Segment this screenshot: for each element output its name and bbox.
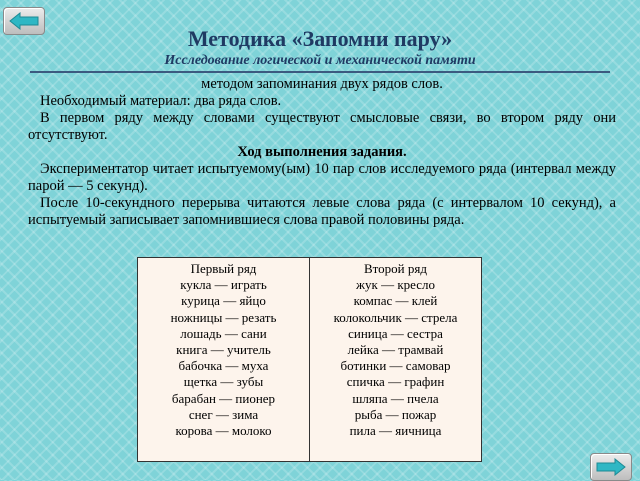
rows-paragraph: В первом ряду между словами существуют смысловые связи, во втором ряду они отсутствуют.	[28, 110, 616, 143]
word-pair: бабочка — муха	[178, 358, 269, 374]
step1-paragraph: Экспериментатор читает испытуемому(ым) 10 пар слов исследуемого ряда (интервал между парой — 5 секунд).	[28, 161, 616, 194]
second-row-column	[309, 258, 481, 461]
material-paragraph: Необходимый материал: два ряда слов.	[40, 93, 282, 109]
first-row-header: Первый ряд	[190, 261, 257, 276]
word-pair: кукла — играть	[180, 277, 267, 293]
word-pair: рыба — пожар	[354, 406, 437, 422]
word-pair: колокольчик — стрела	[333, 309, 458, 325]
word-pair: щетка — зубы	[183, 374, 264, 390]
second-row-header: Второй ряд	[364, 261, 427, 276]
arrow-right-icon	[596, 458, 626, 476]
word-pair: пила — яичница	[349, 423, 442, 439]
method-line: методом запоминания двух рядов слов.	[201, 76, 443, 92]
word-pair: ножницы — резать	[170, 309, 277, 325]
word-pairs-table	[137, 257, 482, 462]
word-pair: курица — яйцо	[181, 293, 266, 309]
title-divider	[30, 71, 610, 73]
word-pair: книга — учитель	[176, 342, 271, 358]
page-subtitle: Исследование логической и механической памяти	[164, 53, 476, 68]
step2-paragraph: После 10-секундного перерыва читаются левые слова ряда (с интервалом 10 секунд), а испытуемый записывает запомнившиеся слова правой половины ряда.	[28, 195, 616, 228]
word-pair: ботинки — самовар	[340, 358, 451, 374]
word-pair: жук — кресло	[356, 277, 435, 293]
word-pair: корова — молоко	[175, 423, 272, 439]
description-text	[28, 76, 616, 229]
word-pair: лошадь — сани	[180, 325, 267, 341]
word-pair: барабан — пионер	[171, 390, 276, 406]
first-row-column	[138, 258, 309, 461]
procedure-heading: Ход выполнения задания.	[237, 144, 407, 160]
word-pair: снег — зима	[188, 406, 259, 422]
word-pair: компас — клей	[353, 293, 438, 309]
page-title: Методика «Запомни пару»	[187, 26, 453, 51]
word-pair: синица — сестра	[348, 325, 443, 341]
word-pair: лейка — трамвай	[347, 342, 444, 358]
forward-button[interactable]	[590, 453, 632, 481]
word-pair: шляпа — пчела	[352, 390, 439, 406]
word-pair: спичка — графин	[346, 374, 445, 390]
